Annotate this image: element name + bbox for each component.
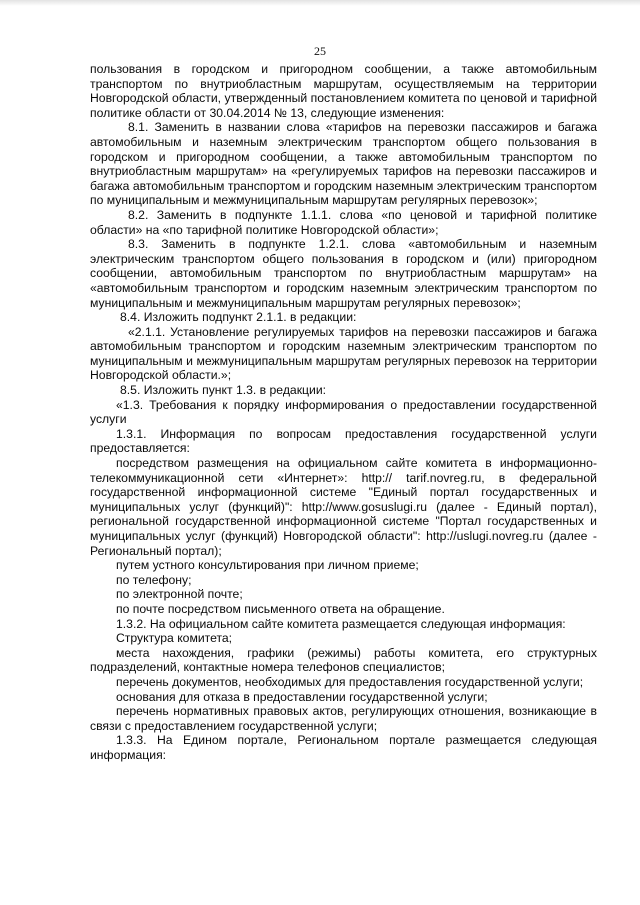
list-item-personal: путем устного консультирования при личном приеме; bbox=[116, 558, 419, 573]
list-item-documents: перечень документов, необходимых для предоставления государственной услуги; bbox=[116, 674, 584, 689]
paragraph-intro: пользования в городском и пригородном сообщении, а также автомобильным транспортом по внутриобластным маршрутам, осуществляемым на территории Новгородской области, утвержденный постановлением комитета по ценовой и тарифной политике области от 30.04.2014 № 13, следующие изменения: bbox=[90, 62, 597, 120]
paragraph-2-1-1: «2.1.1. Установление регулируемых тарифов на перевозки пассажиров и багажа автомобильным транспортом и городским наземным электрическим транспортом по муниципальным и межмуниципальным маршрутам регулярных перевозок на территории Новгородской области.»; bbox=[90, 324, 597, 383]
paragraph-8-5: 8.5. Изложить пункт 1.3. в редакции: bbox=[120, 383, 327, 398]
paragraph-1-3-1: 1.3.1. Информация по вопросам предоставления государственной услуги предоставляется: bbox=[90, 426, 597, 456]
paragraph-8-2: 8.2. Заменить в подпункте 1.1.1. слова «по ценовой и тарифной политике области» на «по тарифной политике Новгородской области»; bbox=[90, 207, 597, 237]
document-body bbox=[90, 62, 597, 763]
paragraph-8-4: 8.4. Изложить подпункт 2.1.1. в редакции: bbox=[120, 310, 357, 325]
paragraph-channels: посредством размещения на официальном сайте комитета в информационно-телекоммуникационной сети «Интернет»: http:// tarif.novreg.ru, в федеральной государственной информационной системе "Единый портал государственных и муниципальных услуг (функций)": http://www.gosuslugi.ru (далее - Единый портал), региональной государственной информационной системе "Портал государственных и муниципальных услуг (функций) Новгородской области": http://uslugi.novreg.ru (далее - Региональный портал); bbox=[90, 456, 597, 558]
paragraph-1-3-3: 1.3.3. На Едином портале, Региональном портале размещается следующая информация: bbox=[90, 733, 597, 762]
list-item-email: по электронной почте; bbox=[116, 587, 243, 602]
scan-edge-shadow bbox=[0, 0, 640, 6]
list-item-legal-acts: перечень нормативных правовых актов, регулирующих отношения, возникающие в связи с предоставлением государственной услуги; bbox=[90, 704, 597, 733]
paragraph-1-3-heading: «1.3. Требования к порядку информирования о предоставлении государственной услуги bbox=[90, 397, 597, 427]
list-item-phone: по телефону; bbox=[116, 572, 192, 587]
paragraph-8-3: 8.3. Заменить в подпункте 1.2.1. слова «автомобильным и наземным электрическим транспортом общего пользования в городском и (или) пригородном сообщении, автомобильным транспортом по внутриобластным маршрутам» на «автомобильным транспортом и городским наземным электрическим транспортом по муниципальным и межмуниципальным маршрутам регулярных перевозок»; bbox=[90, 237, 597, 310]
paragraph-8-1: 8.1. Заменить в названии слова «тарифов на перевозки пассажиров и багажа автомобильным и наземным электрическим транспортом общего пользования в городском и пригородном сообщении, а также автомобильным транспортом по внутриобластным маршрутам» на «регулируемых тарифов на перевозки пассажиров и багажа автомобильным транспортом и городским наземным электрическим транспортом по муниципальным и межмуниципальным маршрутам регулярных перевозок»; bbox=[90, 120, 597, 208]
list-item-structure: Структура комитета; bbox=[116, 631, 233, 646]
list-item-locations: места нахождения, графики (режимы) работы комитета, его структурных подразделений, контактные номера телефонов специалистов; bbox=[90, 645, 597, 675]
paragraph-1-3-2: 1.3.2. На официальном сайте комитета размещается следующая информация: bbox=[116, 616, 566, 631]
list-item-refusal: основания для отказа в предоставлении государственной услуги; bbox=[116, 689, 488, 704]
page-number: 25 bbox=[314, 44, 326, 58]
list-item-mail: по почте посредством письменного ответа на обращение. bbox=[116, 601, 445, 616]
